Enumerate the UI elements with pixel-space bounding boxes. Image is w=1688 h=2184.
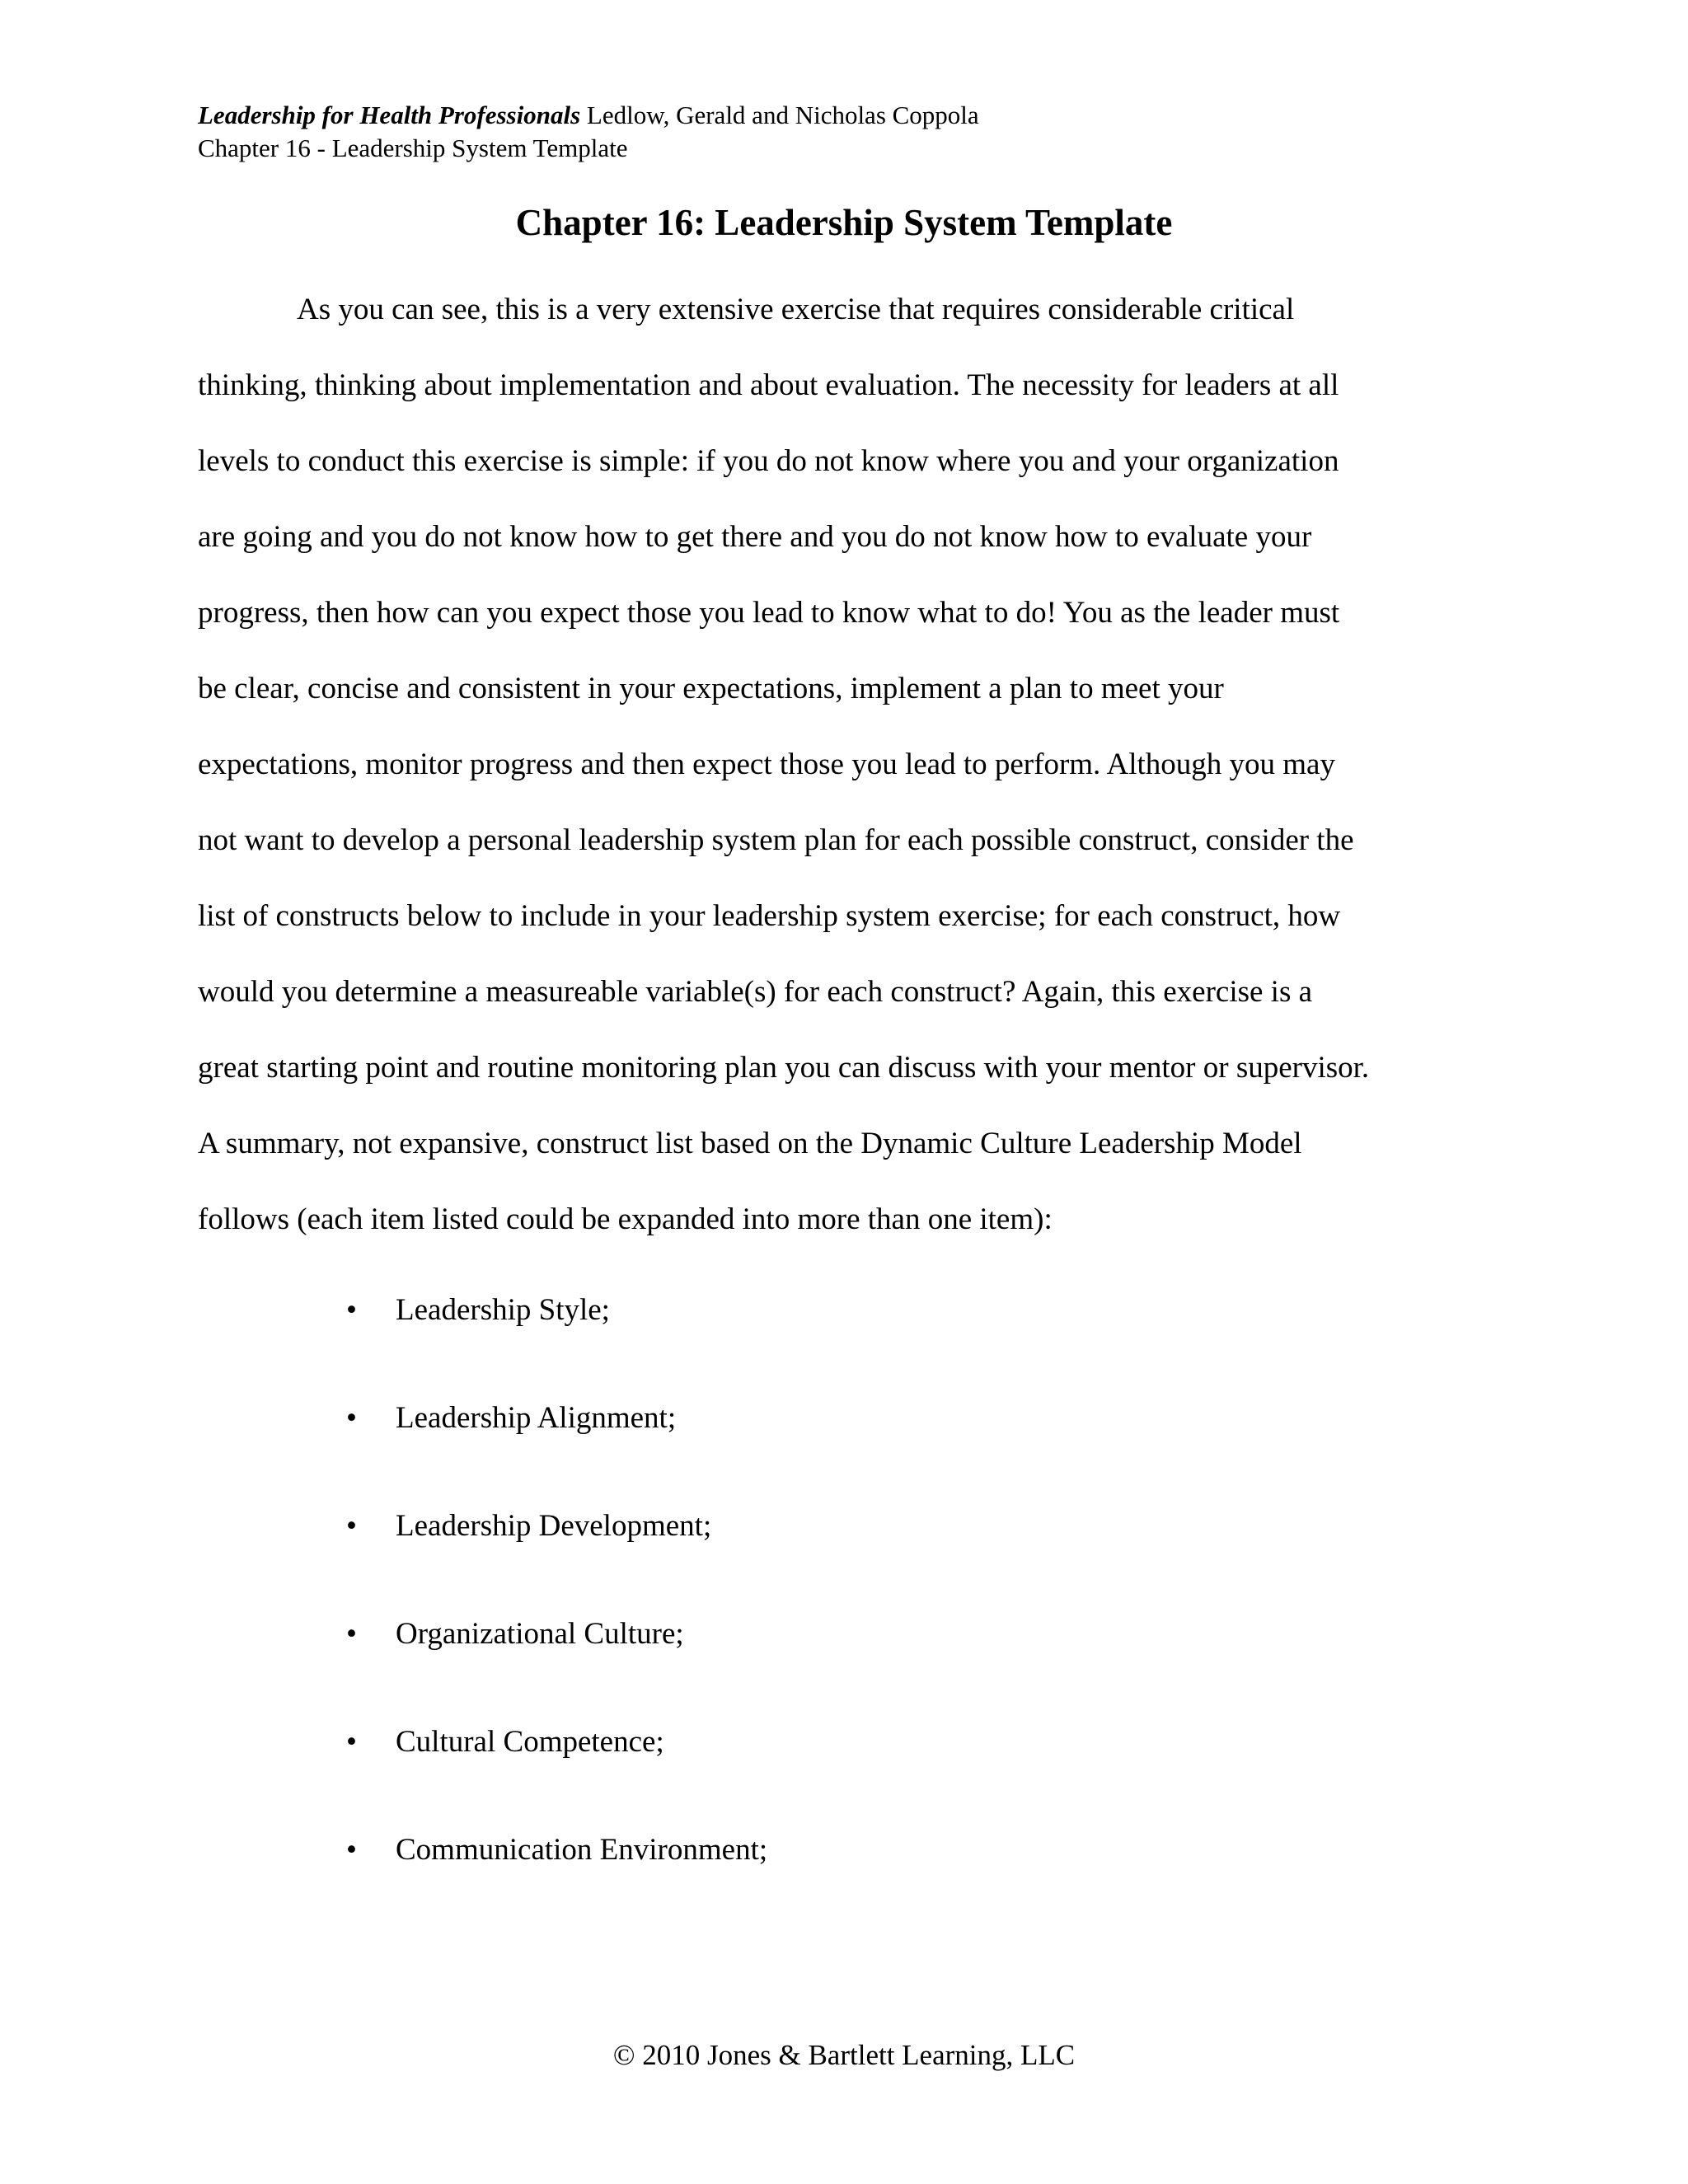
body-paragraph xyxy=(198,272,1533,1258)
bullet-icon: • xyxy=(346,1401,357,1435)
list-item xyxy=(346,1493,767,1601)
list-item-label: Cultural Competence; xyxy=(396,1725,664,1759)
running-head xyxy=(198,99,979,165)
bullet-icon: • xyxy=(346,1833,357,1867)
paragraph-line: expectations, monitor progress and then expect those you lead to perform. Although you may xyxy=(198,748,1335,781)
book-title: Leadership for Health Professionals xyxy=(198,101,581,129)
paragraph-line: follows (each item listed could be expanded into more than one item): xyxy=(198,1202,1053,1236)
bullet-icon: • xyxy=(346,1725,357,1759)
paragraph-line: great starting point and routine monitoring plan you can discuss with your mentor or supervisor. xyxy=(198,1051,1370,1085)
list-item-label: Communication Environment; xyxy=(396,1833,768,1867)
bullet-icon: • xyxy=(346,1293,357,1327)
chapter-title: Chapter 16: Leadership System Template xyxy=(515,202,1173,243)
paragraph-line: list of constructs below to include in your leadership system exercise; for each construct, how xyxy=(198,899,1341,933)
paragraph-line: would you determine a measureable variable(s) for each construct? Again, this exercise is a xyxy=(198,975,1313,1009)
list-item xyxy=(346,1709,767,1817)
paragraph-line: not want to develop a personal leadership system plan for each possible construct, consider the xyxy=(198,823,1354,857)
paragraph-line: A summary, not expansive, construct list based on the Dynamic Culture Leadership Model xyxy=(198,1127,1302,1160)
book-authors: Ledlow, Gerald and Nicholas Coppola xyxy=(580,101,979,129)
list-item-label: Leadership Style; xyxy=(396,1293,610,1327)
running-head-citation xyxy=(198,99,979,132)
list-item-label: Leadership Development; xyxy=(396,1509,712,1543)
list-item-label: Organizational Culture; xyxy=(396,1617,684,1651)
list-item xyxy=(346,1277,767,1385)
construct-list xyxy=(346,1277,767,1925)
paragraph-line: progress, then how can you expect those you lead to know what to do! You as the leader must xyxy=(198,596,1340,630)
list-item xyxy=(346,1601,767,1709)
paragraph-line: thinking, thinking about implementation and about evaluation. The necessity for leaders at all xyxy=(198,368,1339,402)
bullet-icon: • xyxy=(346,1617,357,1651)
list-item xyxy=(346,1817,767,1925)
copyright-footer: © 2010 Jones & Bartlett Learning, LLC xyxy=(612,2039,1076,2071)
paragraph-line: As you can see, this is a very extensive exercise that requires considerable critical xyxy=(297,293,1295,326)
paragraph-line: are going and you do not know how to get there and you do not know how to evaluate your xyxy=(198,520,1312,554)
running-head-chapter: Chapter 16 - Leadership System Template xyxy=(198,134,628,162)
paragraph-line: levels to conduct this exercise is simple: if you do not know where you and your organization xyxy=(198,444,1339,478)
list-item xyxy=(346,1385,767,1493)
bullet-icon: • xyxy=(346,1509,357,1543)
paragraph-line: be clear, concise and consistent in your expectations, implement a plan to meet your xyxy=(198,672,1224,705)
list-item-label: Leadership Alignment; xyxy=(396,1401,677,1435)
